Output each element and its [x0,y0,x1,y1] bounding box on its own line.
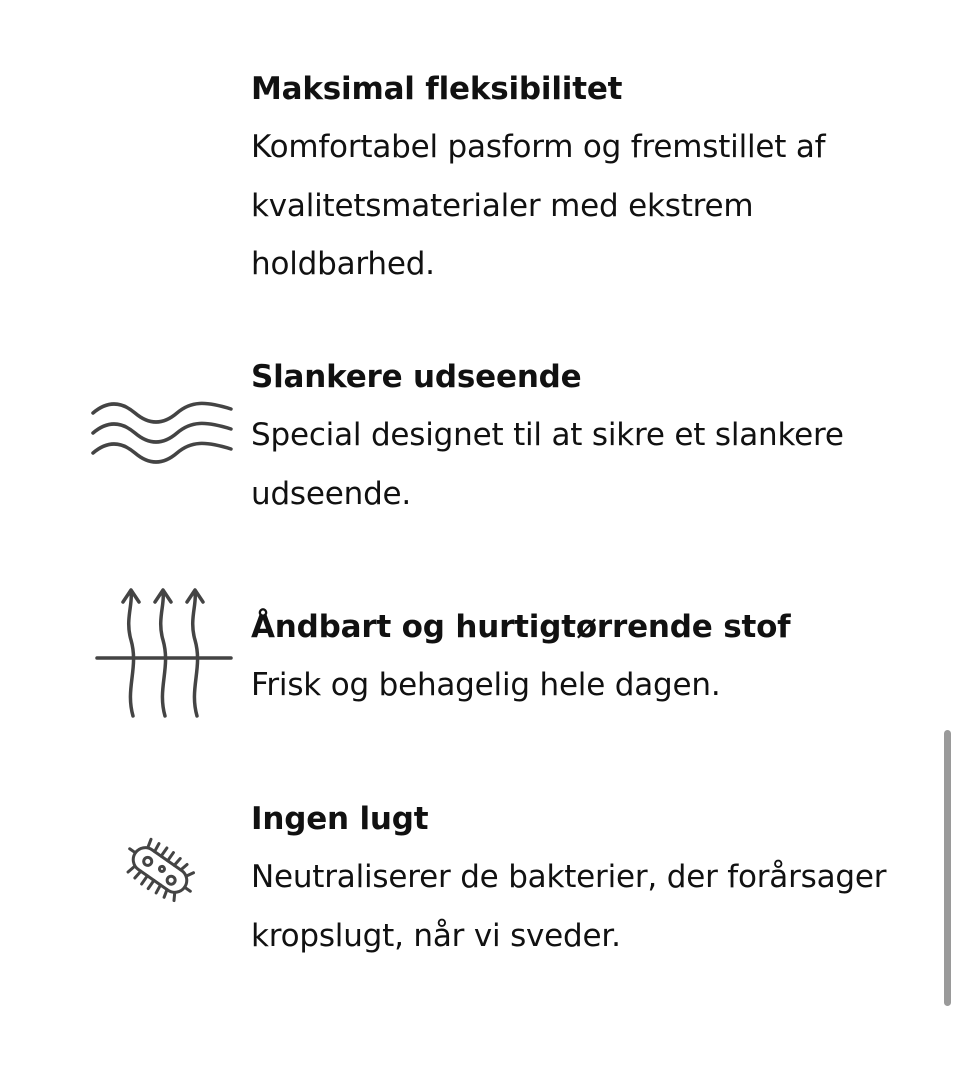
feature-title: Ingen lugt [251,801,429,837]
bacteria-icon [80,820,240,920]
feature-title: Maksimal fleksibilitet [251,71,623,107]
feature-title: Slankere udseende [251,359,582,395]
feature-description: Special designet til at sikre et slankere udseende. [251,417,844,512]
feature-text [251,790,891,965]
breathable-arrows-icon [80,580,240,720]
feature-description: Neutraliserer de bakterier, der forårsager kropslugt, når vi sveder. [251,859,887,954]
scrollbar-thumb[interactable] [944,730,951,1006]
feature-text [251,348,891,523]
feature-title: Åndbart og hurtigtørrende stof [251,609,791,645]
feature-text [251,598,891,715]
feature-text [251,60,891,294]
feature-description: Frisk og behagelig hele dagen. [251,667,721,703]
feature-description: Komfortabel pasform og fremstillet af kvalitetsmaterialer med ekstrem holdbarhed. [251,129,826,282]
waves-icon [80,390,240,480]
